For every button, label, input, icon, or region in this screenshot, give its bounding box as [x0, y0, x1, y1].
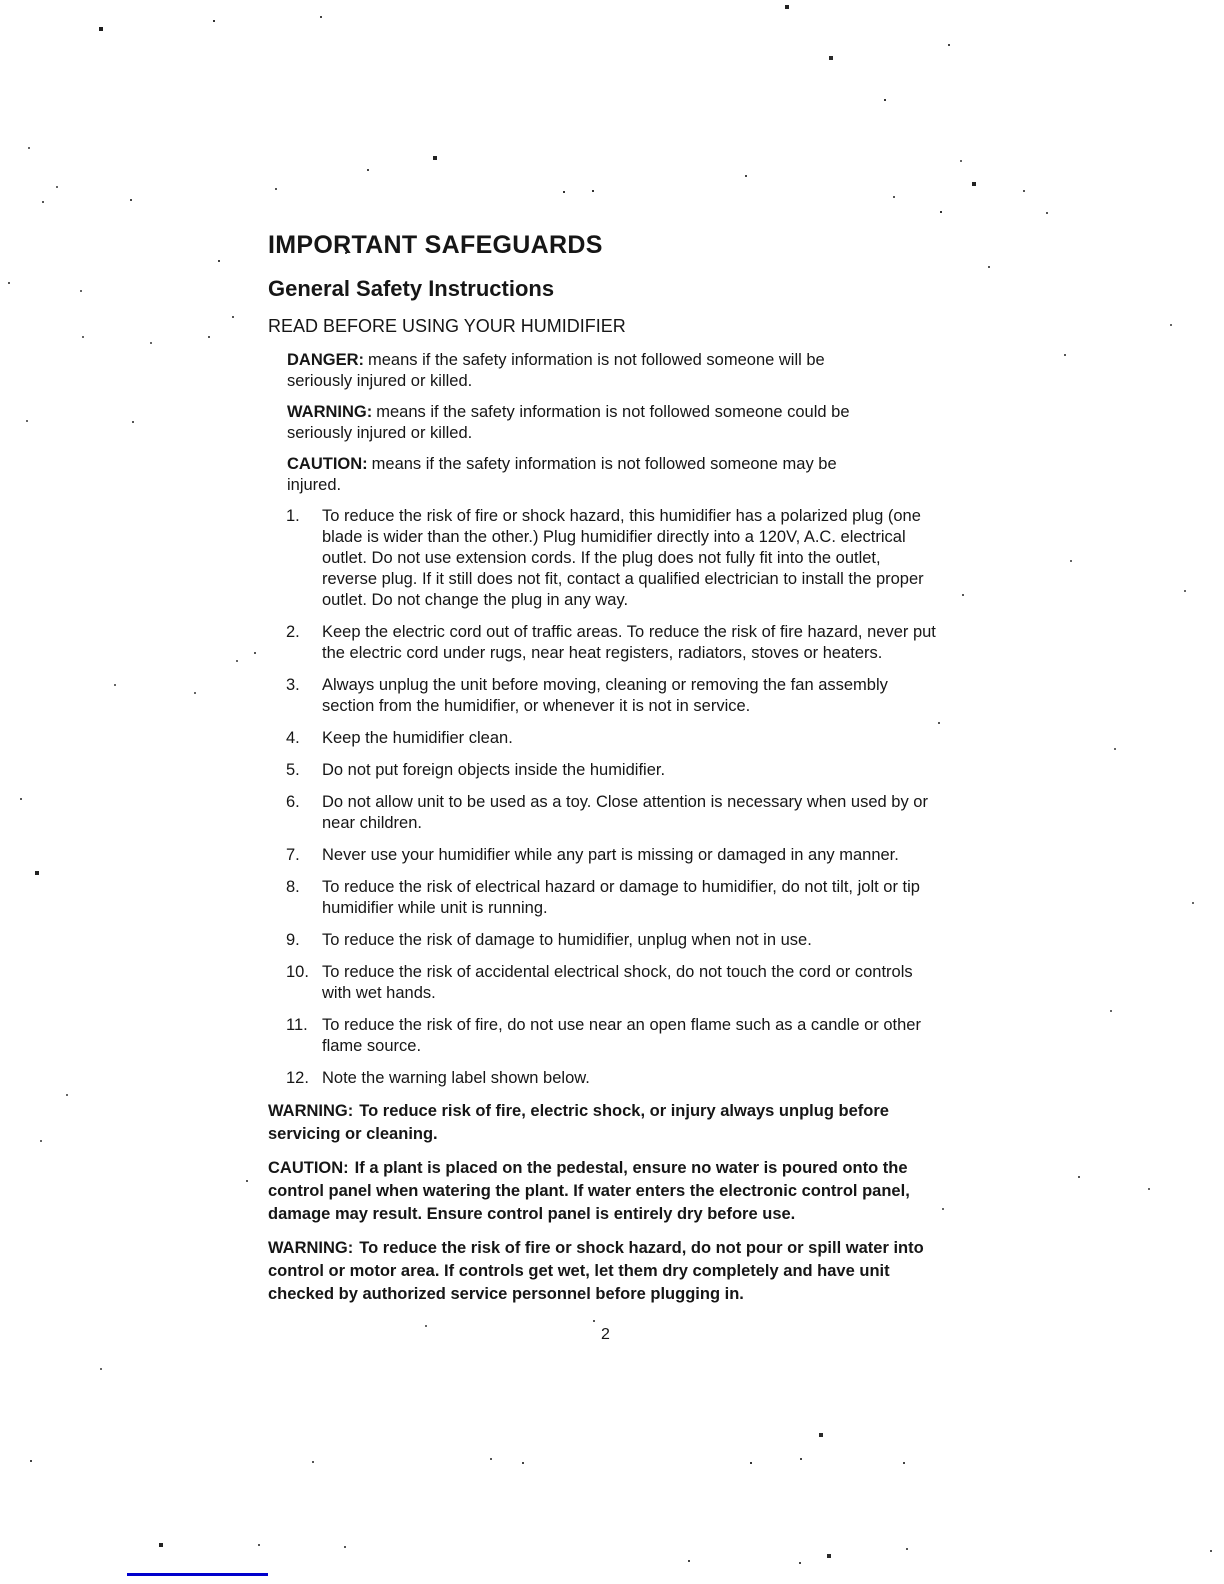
instruction-text: Never use your humidifier while any part is missing or damaged in any manner. [322, 846, 899, 864]
caution-notice-plant-pedestal [268, 1157, 943, 1226]
instruction-item [286, 622, 943, 664]
instruction-item [286, 1015, 943, 1057]
instruction-number: 7. [286, 846, 300, 864]
notice-text: To reduce risk of fire, electric shock, or injury always unplug before servicing or cleaning. [268, 1102, 889, 1143]
instruction-item [286, 760, 943, 781]
notice-text: If a plant is placed on the pedestal, ensure no water is poured onto the control panel when watering the plant. If water enters the electronic control panel, damage may result. Ensure control panel is entirely dry before use. [268, 1159, 910, 1223]
severity-definition-warning [287, 402, 879, 444]
page-content [268, 231, 943, 1344]
instruction-number: 3. [286, 676, 300, 694]
instruction-item [286, 845, 943, 866]
notice-label: CAUTION: [268, 1159, 349, 1177]
instruction-text: Keep the humidifier clean. [322, 729, 513, 747]
instruction-number: 6. [286, 793, 300, 811]
instruction-text: To reduce the risk of damage to humidifier, unplug when not in use. [322, 931, 812, 949]
section-subtitle: General Safety Instructions [268, 276, 555, 301]
instruction-text: To reduce the risk of accidental electrical shock, do not touch the cord or controls with wet hands. [322, 963, 913, 1002]
warning-notice-servicing [268, 1100, 943, 1146]
instruction-item [286, 930, 943, 951]
instruction-number: 12. [286, 1069, 309, 1087]
safety-instruction-list [268, 506, 943, 1089]
severity-term: CAUTION: [287, 455, 368, 473]
page-title: IMPORTANT SAFEGUARDS [268, 231, 603, 259]
instruction-item [286, 506, 943, 611]
instruction-text: To reduce the risk of fire or shock hazard, this humidifier has a polarized plug (one blade is wider than the other.) Plug humidifier directly into a 120V, A.C. electrical outlet. Do not use extension cords. If the plug does not fully fit into the outlet, reverse plug. If it still does not fit, contact a qualified electrician to install the proper outlet. Do not change the plug in any way. [322, 507, 924, 609]
severity-term: WARNING: [287, 403, 373, 421]
instruction-number: 4. [286, 729, 300, 747]
instruction-text: Do not allow unit to be used as a toy. Close attention is necessary when used by or near children. [322, 793, 928, 832]
read-before-line: READ BEFORE USING YOUR HUMIDIFIER [268, 316, 626, 336]
instruction-item [286, 728, 943, 749]
instruction-number: 10. [286, 963, 309, 981]
instruction-text: Keep the electric cord out of traffic areas. To reduce the risk of fire hazard, never put the electric cord under rugs, near heat registers, radiators, stoves or heaters. [322, 623, 936, 662]
instruction-item [286, 792, 943, 834]
notice-label: WARNING: [268, 1102, 354, 1120]
instruction-item [286, 675, 943, 717]
instruction-number: 2. [286, 623, 300, 641]
scan-artifact-blue-line [127, 1573, 268, 1576]
instruction-number: 8. [286, 878, 300, 896]
instruction-number: 5. [286, 761, 300, 779]
instruction-item [286, 962, 943, 1004]
severity-term: DANGER: [287, 351, 364, 369]
instruction-text: Do not put foreign objects inside the humidifier. [322, 761, 666, 779]
severity-text: means if the safety information is not followed someone could be seriously injured or killed. [287, 403, 850, 442]
severity-text: means if the safety information is not followed someone may be injured. [287, 455, 837, 494]
instruction-number: 1. [286, 507, 300, 525]
instruction-text: Always unplug the unit before moving, cleaning or removing the fan assembly section from the humidifier, or whenever it is not in service. [322, 676, 888, 715]
instruction-number: 11. [286, 1016, 308, 1034]
notice-text: To reduce the risk of fire or shock hazard, do not pour or spill water into control or motor area. If controls get wet, let them dry completely and have unit checked by authorized service personnel before plugging in. [268, 1239, 924, 1303]
severity-definition-caution [287, 454, 879, 496]
warning-notice-water-spill [268, 1237, 943, 1306]
instruction-text: Note the warning label shown below. [322, 1069, 590, 1087]
instruction-text: To reduce the risk of electrical hazard or damage to humidifier, do not tilt, jolt or tip humidifier while unit is running. [322, 878, 920, 917]
scan-noise-speckles [0, 0, 2, 2]
instruction-item [286, 877, 943, 919]
instruction-text: To reduce the risk of fire, do not use near an open flame such as a candle or other flame source. [322, 1016, 921, 1055]
instruction-number: 9. [286, 931, 300, 949]
severity-definition-danger [287, 350, 879, 392]
page-number: 2 [601, 1326, 610, 1343]
severity-text: means if the safety information is not followed someone will be seriously injured or killed. [287, 351, 825, 390]
notice-label: WARNING: [268, 1239, 354, 1257]
instruction-item [286, 1068, 943, 1089]
